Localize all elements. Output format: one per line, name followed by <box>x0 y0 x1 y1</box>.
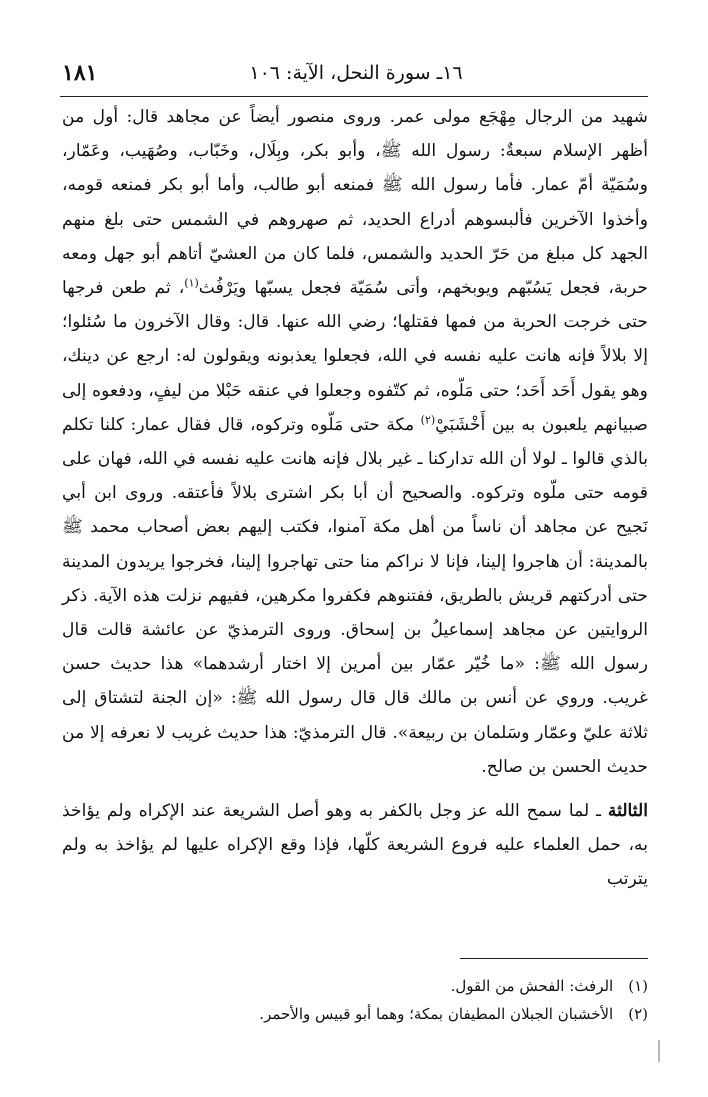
footnote-rule <box>460 958 648 959</box>
page-header <box>62 58 650 94</box>
footnote-1-number: (١) <box>628 977 648 995</box>
footnote-2-number: (٢) <box>628 1005 648 1023</box>
running-title: ١٦ـ سورة النحل، الآية: ١٠٦ <box>249 62 463 84</box>
paragraph-2-lead: الثالثة <box>607 801 648 822</box>
scan-artifact-mark <box>658 1040 660 1062</box>
paragraph-1-part-b: ، ثم طعن فرجها حتى خرجت الحربة من فمها فقتلها؛ رضي الله عنها. قال: وقال الآخرون ما سُئلوا؛ إلا بلالاً فإنه هانت عليه نفسه في الله، فجعلوا يعذبونه ويقولون له: ارجع عن دينك، وهو يقول أَحَد أَحَد؛ حتى مَلّوه، ثم كتّفوه وجعلوا في عنقه حَبْلا من ليفٍ، ودفعوه إلى صبيانهم يلعبون به بين أَخْشَبَيْ <box>62 278 649 435</box>
main-text <box>62 100 648 897</box>
paragraph-1-part-a: شهيد من الرجال مِهْجَع مولى عمر. وروى منصور أيضاً عن مجاهد قال: أول من أظهر الإسلام سبعةٌ: رسول الله ﷺ، وأبو بكر، وبِلَال، وخَبّاب، وصُهَيب، وعَمّار، وسُمَيّة أمّ عمار. فأما رسول الله ﷺ فمنعه أبو طالب، وأما أبو بكر فمنعه قومه، وأخذوا الآخرين فألبسوهم أدراع الحديد، ثم صهروهم في الشمس حتى بلغ منهم الجهد كل مبلغ من حَرّ الحديد والشمس، فلما كان من العشيّ أتاهم أبو جهل ومعه حربة، فجعل يَسُبّهم ويوبخهم، وأتى سُمَيّة فجعل يسبّها ويَرْفُث <box>62 107 648 299</box>
page-number: ١٨١ <box>62 60 98 86</box>
paragraph-2-text: ـ لما سمح الله عز وجل بالكفر به وهو أصل الشريعة عند الإكراه ولم يؤاخذ به، حمل العلماء عليه فروع الشريعة كلّها، فإذا وقع الإكراه عليها لم يؤاخذ به ولم يترتب <box>62 801 648 890</box>
header-rule <box>60 96 648 97</box>
paragraph-2 <box>62 794 648 897</box>
footnote-ref-1[interactable]: (١) <box>184 276 199 290</box>
footnote-1 <box>62 972 648 1000</box>
footnote-1-text: الرفث: الفحش من القول. <box>450 977 614 995</box>
footnote-2-text: الأخشبان الجبلان المطيفان بمكة؛ وهما أبو قبيس والأحمر. <box>259 1005 614 1023</box>
footnotes <box>62 972 648 1028</box>
paragraph-1-part-c: مكة حتى مَلّوه وتركوه، قال فقال عمار: كلنا تكلم بالذي قالوا ـ لولا أن الله تداركنا ـ غير بلال فإنه هانت عليه نفسه في الله، فهان على قومه حتى ملّوه وتركوه. والصحيح أن أبا بكر اشترى بلالاً فأعتقه. وروى ابن أبي نَجيح عن مجاهد أن ناساً من أهل مكة آمنوا، فكتب إليهم بعض أصحاب محمد ﷺ بالمدينة: أن هاجروا إلينا، فإنا لا نراكم منا حتى تهاجروا إلينا، فخرجوا يريدون المدينة حتى أدركتهم قريش بالطريق، ففتنوهم فكفروا مكرهين، ففيهم نزلت هذه الآية. ذكر الروايتين عن مجاهد إسماعيلُ بن إسحاق. وروى الترمذيّ عن عائشة قالت قال رسول الله ﷺ: «ما خُيّر عمّار بين أمرين إلا اختار أرشدهما» هذا حديث حسن غريب. وروي عن أنس بن مالك قال قال رسول الله ﷺ: «إن الجنة لتشتاق إلى ثلاثة عليّ وعمّار وسَلمان بن ربيعة». قال الترمذيّ: هذا حديث غريب لا نعرفه إلا من حديث الحسن بن صالح. <box>62 414 648 777</box>
paragraph-1 <box>62 100 648 784</box>
footnote-ref-2[interactable]: (٢) <box>420 413 436 427</box>
footnote-2 <box>62 1000 648 1028</box>
